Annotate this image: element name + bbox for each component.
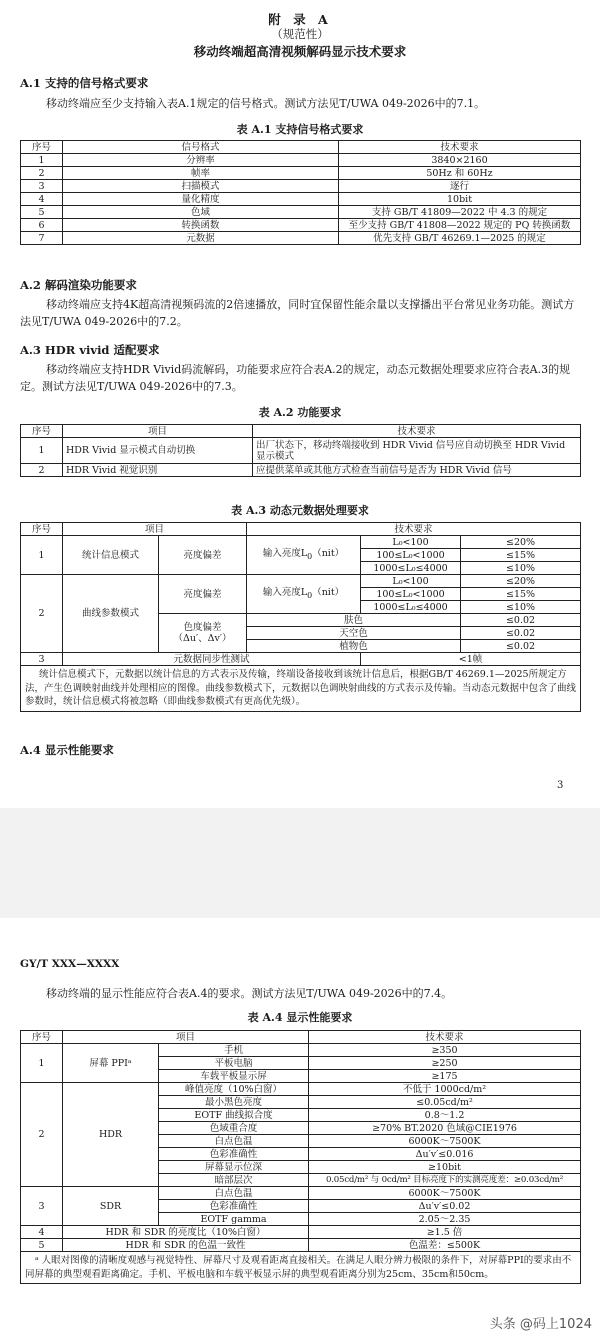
page-number: 3 [557, 780, 564, 791]
table-row: 屏幕显示位深 ≥10bit [21, 1161, 581, 1174]
table-row: 平板电脑 ≥250 [21, 1057, 581, 1070]
table-row: 色度偏差 （Δu′、Δv′） 肤色 ≤0.02 [21, 614, 581, 627]
annex-label: 附 录 A [268, 12, 332, 27]
section-a3-text: 移动终端应支持HDR Vivid码流解码，功能要求应符合表A.2的规定，动态元数据处理要求应符合表A.3的规定。测试方法见T/UWA 049-2026中的7.3。 [20, 363, 571, 393]
table-row: 5 色域 支持 GB/T 41809—2022 中 4.3 的规定 [21, 206, 581, 219]
table-header: 技术要求 [309, 1031, 581, 1044]
table-row: 色彩准确性 Δu′v′≤0.02 [21, 1200, 581, 1213]
table-row: 色域重合度 ≥70% BT.2020 色域@CIE1976 [21, 1122, 581, 1135]
table-row: 5 HDR 和 SDR 的色温一致性 色温差：≤500K [21, 1239, 581, 1252]
table-header: 项目 [63, 1031, 309, 1044]
watermark: 头条 @码上1024 [489, 1317, 592, 1332]
section-a4-heading: A.4 显示性能要求 [20, 743, 114, 757]
table-row: 4 HDR 和 SDR 的亮度比（10%白窗） ≥1.5 倍 [21, 1226, 581, 1239]
table-a3 [20, 522, 581, 712]
table-a2 [20, 424, 581, 477]
table-row: 3 元数据同步性测试 <1帧 [21, 653, 581, 666]
table-a2-caption: 表 A.2 功能要求 [258, 406, 342, 419]
table-row: 1 HDR Vivid 显示模式自动切换 出厂状态下，移动终端接收到 HDR Vivid 信号应自动切换至 HDR Vivid 显示模式 [21, 438, 581, 464]
table-row: 1 统计信息模式 亮度偏差 输入亮度$L_0(nit)$ L₀<100 ≤20% [21, 536, 581, 549]
table-a1-caption: 表 A.1 支持信号格式要求 [236, 123, 364, 136]
table-row: 植物色 ≤0.02 [21, 640, 581, 653]
normative-label: （规范性） [271, 27, 329, 41]
table-row: 1000≤L₀≤4000 ≤10% [21, 562, 581, 575]
table-row: 2 帧率 50Hz 和 60Hz [21, 167, 581, 180]
table-a4 [20, 1030, 581, 1284]
table-header: 信号格式 [63, 141, 339, 154]
table-header: 项目 [63, 425, 253, 438]
table-header: 技术要求 [247, 523, 581, 536]
section-a1-text: 移动终端应至少支持输入表A.1规定的信号格式。测试方法见T/UWA 049-2026中的7.1。 [46, 97, 486, 110]
table-row: 3 扫描模式 逐行 [21, 180, 581, 193]
table-row: 1 屏幕 PPIᵃ 手机 ≥350 [21, 1044, 581, 1057]
table-row: 1000≤L₀≤4000 ≤10% [21, 601, 581, 614]
table-row: 车载平板显示屏 ≥175 [21, 1070, 581, 1083]
table-header: 技术要求 [253, 425, 581, 438]
section-a1-heading: A.1 支持的信号格式要求 [20, 76, 149, 90]
table-row: 天空色 ≤0.02 [21, 627, 581, 640]
table-row: EOTF gamma 2.05～2.35 [21, 1213, 581, 1226]
table-row: 2 HDR Vivid 视觉识别 应提供菜单或其他方式检查当前信号是否为 HDR Vivid 信号 [21, 464, 581, 477]
table-header: 技术要求 [339, 141, 581, 154]
table-note-row: 统计信息模式下，元数据以统计信息的方式表示及传输，终端设备接收到该统计信息后，根据GB/T 46269.1—2025所规定方法，产生色调映射曲线并处理相应的图像。曲线参数模式下，元数据以色调映射曲线的方式表示及传输。当动态元数据中包含了曲线参数时，统计信息模式将被忽略（即曲线参数模式有更高优先级）。 [21, 666, 581, 712]
table-row: 4 量化精度 10bit [21, 193, 581, 206]
table-row: 白点色温 6000K～7500K [21, 1135, 581, 1148]
page-header: GY/T XXX—XXXX [20, 958, 120, 970]
annex-title: 移动终端超高清视频解码显示技术要求 [193, 44, 407, 59]
table-row: EOTF 曲线拟合度 0.8～1.2 [21, 1109, 581, 1122]
section-a2-text: 移动终端应支持4K超高清视频码流的2倍速播放，同时宜保留性能余量以支撑播出平台常见业务功能。测试方法见T/UWA 049-2026中的7.2。 [20, 298, 575, 328]
table-row: 3 SDR 白点色温 6000K～7500K [21, 1187, 581, 1200]
table-row: 7 元数据 优先支持 GB/T 46269.1—2025 的规定 [21, 232, 581, 245]
page-separator [0, 808, 600, 918]
table-row: 色彩准确性 Δu′v′≤0.016 [21, 1148, 581, 1161]
table-row: 1 分辨率 3840×2160 [21, 154, 581, 167]
table-header: 序号 [21, 523, 63, 536]
table-row: 6 转换函数 至少支持 GB/T 41808—2022 规定的 PQ 转换函数 [21, 219, 581, 232]
table-row: 2 HDR 峰值亮度（10%白窗） 不低于 1000cd/m² [21, 1083, 581, 1096]
table-row: 100≤L₀<1000 ≤15% [21, 549, 581, 562]
table-row: 100≤L₀<1000 ≤15% [21, 588, 581, 601]
table-header: 项目 [63, 523, 247, 536]
section-a4-text: 移动终端的显示性能应符合表A.4的要求。测试方法见T/UWA 049-2026中的7.4。 [46, 987, 453, 1000]
table-a4-caption: 表 A.4 显示性能要求 [247, 1011, 353, 1024]
table-header: 序号 [21, 141, 63, 154]
table-header: 序号 [21, 1031, 63, 1044]
table-a1 [20, 140, 581, 245]
section-a2-heading: A.2 解码渲染功能要求 [20, 278, 137, 292]
table-row: 最小黑色亮度 ≤0.05cd/m² [21, 1096, 581, 1109]
table-footnote-row: ᵃ 人眼对图像的清晰度观感与视觉特性、屏幕尺寸及观看距离直接相关。在满足人眼分辨力极限的条件下，对屏幕PPI的要求由不同屏幕的典型观看距离确定。手机、平板电脑和车载平板显示屏的典型观看距离分别为25cm、35cm和50cm。 [21, 1252, 581, 1284]
table-row: 2 曲线参数模式 亮度偏差 输入亮度$L_0(nit)$ L₀<100 ≤20% [21, 575, 581, 588]
table-a3-caption: 表 A.3 动态元数据处理要求 [231, 504, 369, 517]
section-a3-heading: A.3 HDR vivid 适配要求 [20, 343, 160, 357]
table-header: 序号 [21, 425, 63, 438]
table-row: 暗部层次 0.05cd/m² 与 0cd/m² 目标亮度下的实测亮度差：≥0.03cd/m² [21, 1174, 581, 1187]
